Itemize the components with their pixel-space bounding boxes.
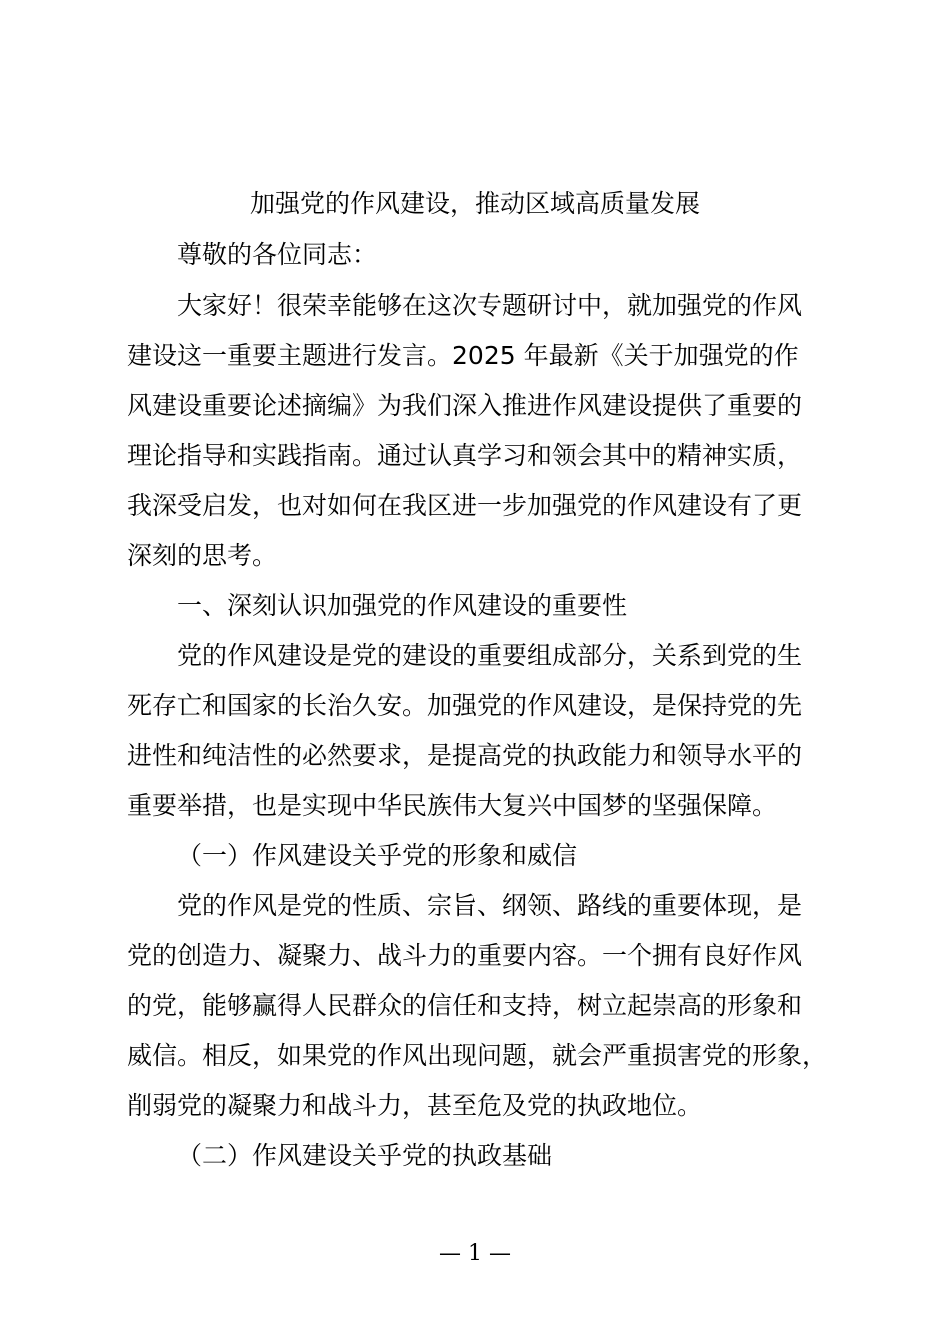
paragraph-line: 大家好！很荣幸能够在这次专题研讨中，就加强党的作风 (177, 291, 803, 320)
document-title: 加强党的作风建设，推动区域高质量发展 (249, 189, 700, 218)
paragraph-line: 死存亡和国家的长治久安。加强党的作风建设，是保持党的先 (127, 691, 803, 720)
paragraph-line: 我深受启发，也对如何在我区进一步加强党的作风建设有了更 (127, 491, 803, 520)
paragraph-line: 进性和纯洁性的必然要求，是提高党的执政能力和领导水平的 (127, 741, 803, 770)
paragraph-line: 风建设重要论述摘编》为我们深入推进作风建设提供了重要的 (127, 391, 803, 420)
paragraph-line: 削弱党的凝聚力和战斗力，甚至危及党的执政地位。 (127, 1091, 703, 1120)
paragraph-line: 重要举措，也是实现中华民族伟大复兴中国梦的坚强保障。 (127, 791, 778, 820)
section-heading: 一、深刻认识加强党的作风建设的重要性 (177, 591, 628, 620)
paragraph-line: 深刻的思考。 (127, 541, 278, 570)
paragraph-line: 理论指导和实践指南。通过认真学习和领会其中的精神实质， (127, 441, 803, 470)
salutation: 尊敬的各位同志： (177, 240, 378, 269)
paragraph-line: 党的作风是党的性质、宗旨、纲领、路线的重要体现，是 (177, 891, 803, 920)
paragraph-line: 党的创造力、凝聚力、战斗力的重要内容。一个拥有良好作风 (127, 941, 803, 970)
paragraph-line: 威信。相反，如果党的作风出现问题，就会严重损害党的形象， (127, 1041, 828, 1070)
subsection-heading: （二）作风建设关乎党的执政基础 (177, 1141, 553, 1170)
paragraph-line: 的党，能够赢得人民群众的信任和支持，树立起崇高的形象和 (127, 991, 803, 1020)
paragraph-line: 党的作风建设是党的建设的重要组成部分，关系到党的生 (177, 641, 803, 670)
paragraph-line: 建设这一重要主题进行发言。2025 年最新《关于加强党的作 (127, 341, 799, 370)
subsection-heading: （一）作风建设关乎党的形象和威信 (177, 841, 578, 870)
page-number: — 1 — (439, 1241, 511, 1266)
